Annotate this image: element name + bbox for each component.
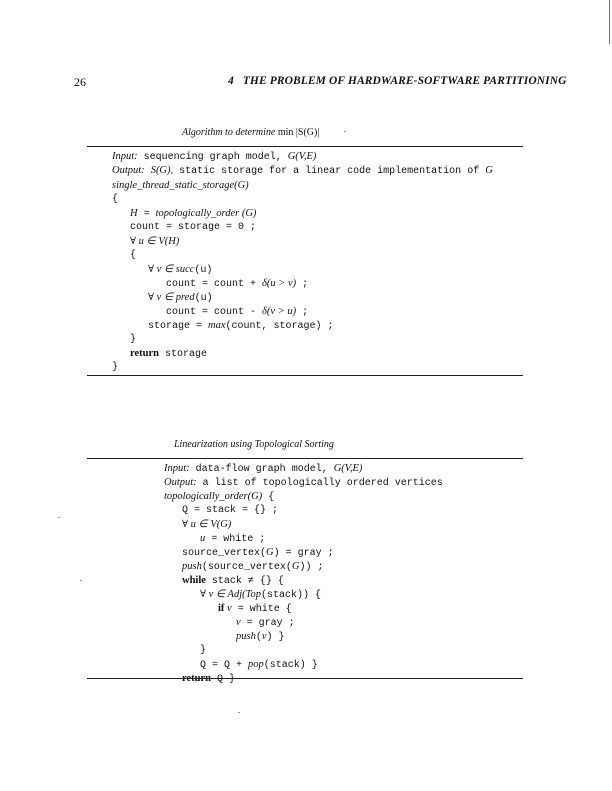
code-line-5 [148,262,212,277]
fn-arg: (u) [194,293,213,304]
output-label: Output: [164,477,197,488]
push-args: (source_vertex( [201,562,292,573]
max-args: (count, storage) ; [225,321,334,332]
if-keyword: if [218,603,225,614]
fn-arg: (G) [239,208,257,219]
return-value: Q } [210,674,235,685]
code-line-9 [236,615,295,630]
assign-white: = white ; [205,534,266,545]
code-line-11 [130,346,207,361]
paren-open: ( [255,632,262,643]
semicolon: ; [296,307,309,318]
var-v: v [224,603,232,614]
scan-speck [344,131,346,132]
paren-close: ) } [266,632,285,643]
forall-symbol: ∀ [130,236,137,247]
pop-args: (stack) } [263,660,318,671]
delta-expr: δ(u > v) [262,278,297,289]
forall-symbol: ∀ [148,292,155,303]
fn-push: push [236,631,256,642]
return-value: storage [158,349,207,360]
while-keyword: while [182,575,206,586]
open-brace: { [112,194,119,205]
fn-topologically-order: topologically_order [155,208,240,219]
fn-succ: succ [175,264,195,275]
code-line-1: Q = stack = {} ; [182,505,279,516]
code-line-7 [200,587,321,602]
assign-gray: = gray ; [240,618,295,629]
input-label: Input: [164,463,190,474]
code-line-11: } [200,645,207,656]
output-text: a list of topologically ordered vertices [196,478,443,489]
algorithm2-input-line [164,461,362,476]
push-end: )) ; [299,562,324,573]
code-line-2: count = storage = 0 ; [130,222,257,233]
code-line-2 [182,517,231,532]
var-h: H [130,208,138,219]
graph-var: G [266,547,274,558]
page-edge-mark [609,0,610,44]
page-number: 26 [74,75,86,89]
algorithm2-bottom-rule [87,678,523,679]
fn-adj: Adj [227,589,243,600]
count-expr: count = count - [166,307,263,318]
code-line-9 [148,318,334,333]
fn-max: max [208,320,226,331]
algorithm1-input-line [112,149,316,164]
output-text: static storage for a linear code implementation of [173,166,486,177]
code-line-5 [182,559,323,574]
input-label: Input: [112,151,138,162]
input-text: data-flow graph model, [189,464,334,475]
code-line-10 [236,629,285,644]
algorithm1-output-line [112,163,493,178]
function-signature [112,178,249,193]
storage-assign: storage = [148,321,209,332]
output-label: Output: [112,165,145,176]
loop-var: v ∈ [154,264,176,275]
fn-push: push [182,561,202,572]
scan-speck [80,580,82,581]
code-line-6 [166,276,308,291]
loop-var: u ∈ V(G) [188,519,232,530]
delta-expr: δ(v > u) [262,306,297,317]
scan-speck [238,712,240,713]
close-brace: } [112,362,119,373]
input-math: G(V,E) [333,463,363,474]
code-line-12 [200,657,318,672]
running-head: 4 THE PROBLEM OF HARDWARE-SOFTWARE PARTITIONING [228,75,567,87]
function-name: single_thread_static_storage(G) [112,180,249,191]
var-u: u [200,533,206,544]
code-line-7 [148,290,213,305]
var-v: v [236,617,241,628]
scan-speck [58,517,60,518]
forall-symbol: ∀ [182,519,189,530]
loop-var: u ∈ V(H) [136,236,180,247]
code-line-8 [166,304,308,319]
fn-arg: (u) [194,265,213,276]
algorithm1-caption [182,127,319,138]
fn-pop: pop [248,659,264,670]
forall-symbol: ∀ [148,264,155,275]
adj-args: (stack)) { [261,590,322,601]
return-keyword: return [130,348,159,359]
if-cond: = white { [231,604,292,615]
input-math: G(V,E) [287,151,317,162]
code-line-1 [130,206,256,221]
loop-var: v ∈ [206,589,228,600]
queue-append: Q = Q + [200,660,249,671]
fn-pred: pred [175,292,195,303]
algorithm1-top-rule [87,146,523,147]
semicolon: ; [296,279,309,290]
function-signature [164,489,274,504]
code-line-3 [200,531,265,546]
return-keyword: return [182,673,211,684]
algorithm2-caption: Linearization using Topological Sorting [174,439,334,450]
while-cond: stack ≠ {} { [205,576,284,587]
algorithm2-output-line [164,475,443,490]
equals: = [137,209,156,220]
algorithm2-top-rule [87,458,523,459]
function-brace: { [262,492,275,503]
function-name: topologically_order(G) [164,491,263,502]
fn-top: (Top [242,589,262,600]
code-line-10: } [130,334,137,345]
loop-var: v ∈ [154,292,176,303]
output-math-2: G [485,165,493,176]
assign-gray: ) = gray ; [273,548,334,559]
code-line-3 [130,234,179,249]
forall-symbol: ∀ [200,589,207,600]
code-line-4 [182,545,334,560]
algorithm1-caption-text: Algorithm to determine [182,127,278,138]
algorithm1-caption-math: min |S(G)| [277,127,320,138]
var-v: v [261,631,267,642]
code-line-4: { [130,250,137,261]
input-text: sequencing graph model, [137,152,288,163]
code-line-8 [218,601,292,616]
code-line-6 [182,573,284,588]
graph-var: G [291,561,300,572]
algorithm1-bottom-rule [87,375,523,376]
count-expr: count = count + [166,279,263,290]
source-vertex: source_vertex( [182,548,267,559]
output-math: S(G), [150,165,174,176]
